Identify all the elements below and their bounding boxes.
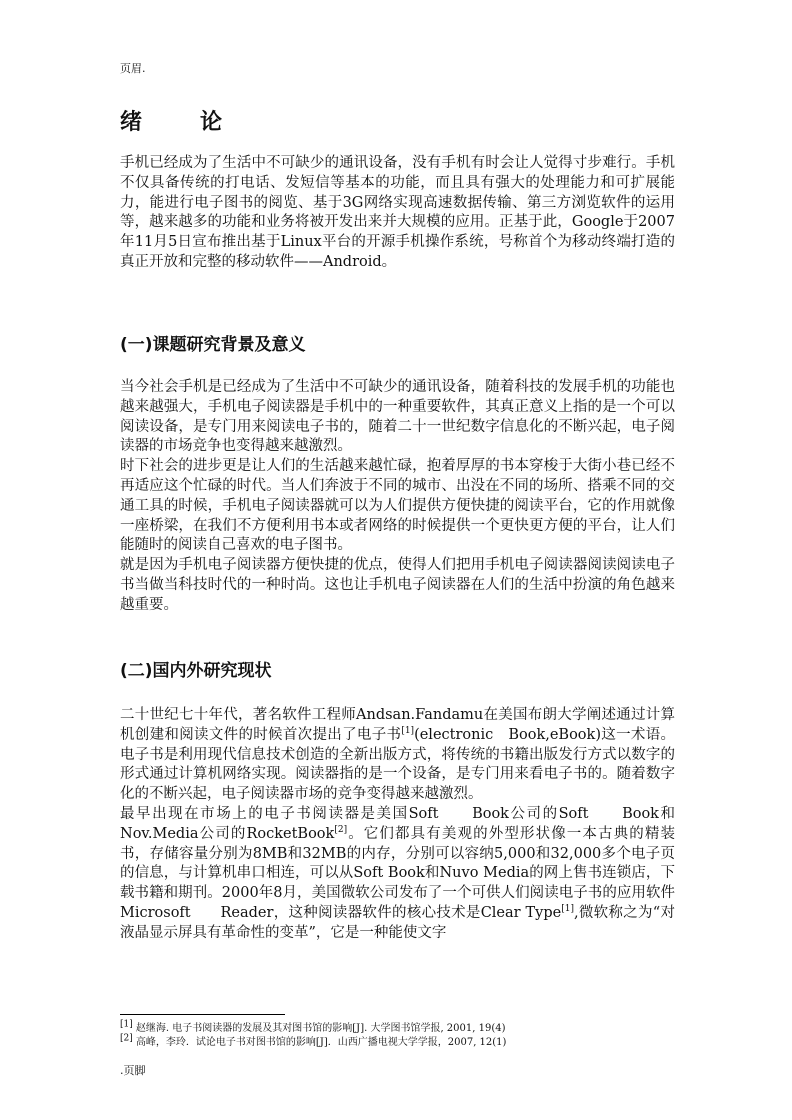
section2-text <box>120 706 675 944</box>
section1-paragraph-1: 当今社会手机是已经成为了生活中不可缺少的通讯设备，随着科技的发展手机的功能也越来越强大，手机电子阅读器是手机中的一种重要软件，其真正意义上指的是一个可以阅读设备，是专门用来阅读电子书的，随着二十一世纪数字信息化的不断兴起，电子阅读器的市场竞争也变得越来越激烈。 <box>120 379 675 455</box>
intro-paragraph: 手机已经成为了生活中不可缺少的通讯设备，没有手机有时会让人觉得寸步难行。手机不仅具备传统的打电话、发短信等基本的功能，而且具有强大的处理能力和可扩展能力，能进行电子图书的阅览、基于3G网络实现高速数据传输、第三方浏览软件的运用等，越来越多的功能和业务将被开发出来并大规模的应用。正基于此，Google于2007年11月5日宣布推出基于Linux平台的开源手机操作系统，号称首个为移动终端打造的真正开放和完整的移动软件——Android。 <box>120 155 675 270</box>
section1-paragraph-3: 就是因为手机电子阅读器方便快捷的优点，使得人们把用手机电子阅读器阅读阅读电子书当做当科技时代的一种时尚。这也让手机电子阅读器在人们的生活中扮演的角色越来越重要。 <box>120 557 675 613</box>
footnote-item: [2] 高峰，李玲．试论电子书对图书馆的影响[J]．山西广播电视大学学报，2007, 12(1) <box>120 1033 507 1048</box>
page-footer: .页脚 <box>120 1064 146 1077</box>
section2-paragraph-1: 二十世纪七十年代，著名软件工程师Andsan.Fandamu在美国布朗大学阐述通过计算机创建和阅读文件的时候首次提出了电子书[1](electronic Book,eBook)这一术语。电子书是利用现代信息技术创造的全新出版方式，将传统的书籍出版发行方式以数字的形式通过计算机网络实现。阅读器指的是一个设备，是专门用来看电子书的。随着数字化的不断兴起，电子阅读器市场的竞争变得越来越激烈。 <box>120 707 676 803</box>
section1-paragraph-2: 时下社会的进步更是让人们的生活越来越忙碌，抱着厚厚的书本穿梭于大街小巷已经不再适应这个忙碌的时代。当人们奔波于不同的城市、出没在不同的场所、搭乘不同的交通工具的时候，手机电子阅读器就可以为人们提供方便快捷的阅读平台，它的作用就像一座桥梁，在我们不方便利用书本或者网络的时候提供一个更快更方便的平台，让人们能随时的阅读自己喜欢的电子图书。 <box>120 458 675 554</box>
section2-paragraph-2: 最早出现在市场上的电子书阅读器是美国Soft Book公司的Soft Book和Nov.Media公司的RocketBook[2]。它们都具有美观的外型形状像一本古典的精装书，存储容量分别为8MB和32MB的内存，分别可以容纳5,000和32,000多个电子页的信息，与计算机串口相连，可以从Soft Book和Nuvo Media的网上售书连锁店，下载书籍和期刊。2000年8月，美国微软公司发布了一个可供人们阅读电子书的应用软件Microsoft Reader，这种阅读器软件的核心技术是Clear Type[1],微软称之为“对液晶显示屏具有革命性的变革”，它是一种能使文字 <box>120 805 676 941</box>
footnotes <box>120 1019 680 1050</box>
section1-text <box>120 378 675 616</box>
footnote-separator <box>120 1014 285 1015</box>
section-heading-2: (二)国内外研究现状 <box>120 661 272 681</box>
citation-mark: [1] <box>561 904 574 915</box>
citation-mark: [2] <box>334 824 348 835</box>
page-header: 页眉. <box>120 62 146 75</box>
chapter-title: 绪 论 <box>120 110 241 135</box>
intro-text <box>120 154 675 273</box>
section-heading-1: (一)课题研究背景及意义 <box>120 335 306 355</box>
citation-mark: [1] <box>401 725 415 736</box>
footnote-item: [1] 赵继海. 电子书阅读器的发展及其对图书馆的影响[J]. 大学图书馆学报, 2001, 19(4) <box>120 1019 506 1034</box>
